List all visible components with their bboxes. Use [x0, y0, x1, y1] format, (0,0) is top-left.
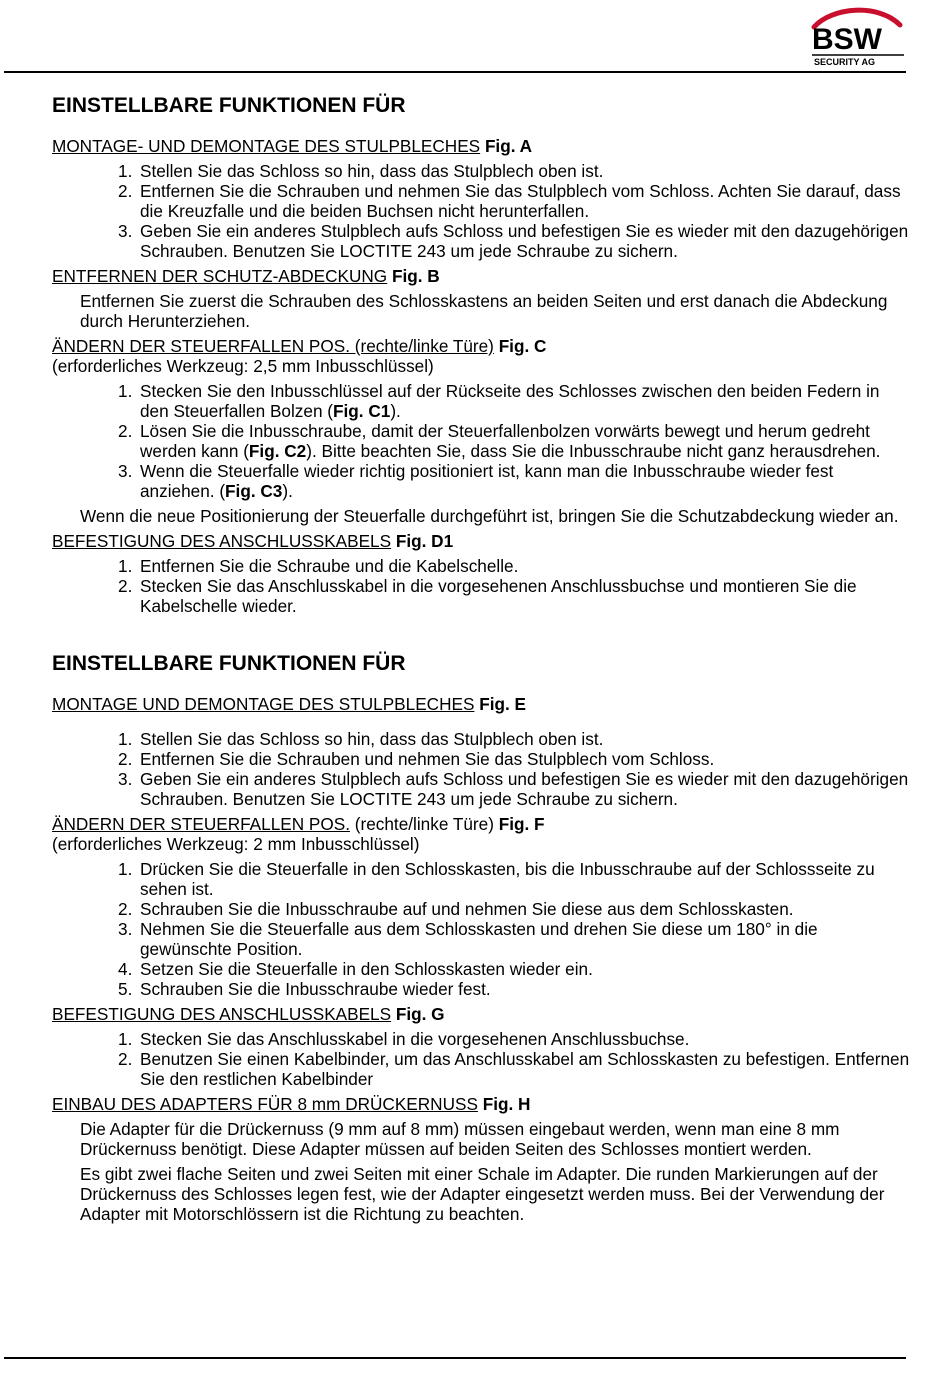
- list-item: Nehmen Sie die Steuerfalle aus dem Schlosskasten und drehen Sie diese um 180° in die gewünschte Position.: [140, 919, 818, 959]
- block-f: [52, 814, 912, 999]
- block-f-tool: (erforderliches Werkzeug: 2 mm Inbusschlüssel): [52, 834, 420, 854]
- block-e: [52, 694, 912, 809]
- block-c-list: [52, 381, 912, 501]
- block-h-title: EINBAU DES ADAPTERS FÜR 8 mm DRÜCKERNUSS Fig. H: [52, 1094, 531, 1114]
- block-h: [52, 1094, 912, 1224]
- list-item: Lösen Sie die Inbusschraube, damit der Steuerfallenbolzen vorwärts bewegt und herum gedreht werden kann (Fig. C2). Bitte beachten Sie, dass Sie die Inbusschraube nicht ganz herausdrehen.: [140, 421, 881, 461]
- list-item: Setzen Sie die Steuerfalle in den Schlosskasten wieder ein.: [140, 959, 593, 979]
- block-g: [52, 1004, 912, 1089]
- header-rule: [4, 71, 906, 73]
- block-d-list: [52, 556, 912, 616]
- list-item: Entfernen Sie die Schrauben und nehmen Sie das Stulpblech vom Schloss. Achten Sie darauf, dass die Kreuzfalle und die beiden Buchsen nicht herunterfallen.: [140, 181, 901, 221]
- list-item: Entfernen Sie die Schrauben und nehmen Sie das Stulpblech vom Schloss.: [140, 749, 715, 769]
- section-heading-2: EINSTELLBARE FUNKTIONEN FÜR: [52, 652, 406, 675]
- block-e-list: [52, 729, 912, 809]
- document-body: [52, 93, 912, 1229]
- block-b-title: ENTFERNEN DER SCHUTZ-ABDECKUNG Fig. B: [52, 266, 440, 286]
- block-b-text: Entfernen Sie zuerst die Schrauben des Schlosskastens an beiden Seiten und erst danach die Abdeckung durch Herunterziehen.: [80, 291, 888, 331]
- list-item: Stecken Sie den Inbusschlüssel auf der Rückseite des Schlosses zwischen den beiden Federn in den Steuerfallen Bolzen (Fig. C1).: [140, 381, 880, 421]
- block-g-list: [52, 1029, 912, 1089]
- list-item: Stecken Sie das Anschlusskabel in die vorgesehenen Anschlussbuchse.: [140, 1029, 690, 1049]
- list-item: Schrauben Sie die Inbusschraube wieder fest.: [140, 979, 491, 999]
- block-h-para-2: Es gibt zwei flache Seiten und zwei Seiten mit einer Schale im Adapter. Die runden Markierungen auf der Drückernuss des Schlosses legen fest, wie der Adapter eingesetzt werden muss. Bei der Verwendung der Adapter mit Motorschlössern ist die Richtung zu beachten.: [80, 1164, 885, 1224]
- list-item: Stellen Sie das Schloss so hin, dass das Stulpblech oben ist.: [140, 729, 604, 749]
- list-item: Geben Sie ein anderes Stulpblech aufs Schloss und befestigen Sie es wieder mit den dazugehörigen Schrauben. Benutzen Sie LOCTITE 243 um jede Schraube zu sichern.: [140, 769, 909, 809]
- block-c-tool: (erforderliches Werkzeug: 2,5 mm Inbusschlüssel): [52, 356, 434, 376]
- block-d-title: BEFESTIGUNG DES ANSCHLUSSKABELS Fig. D1: [52, 531, 454, 551]
- list-item: Drücken Sie die Steuerfalle in den Schlosskasten, bis die Inbusschraube auf der Schlossseite zu sehen ist.: [140, 859, 875, 899]
- list-item: Stecken Sie das Anschlusskabel in die vorgesehenen Anschlussbuchse und montieren Sie die Kabelschelle wieder.: [140, 576, 857, 616]
- block-a-title: MONTAGE- UND DEMONTAGE DES STULPBLECHES Fig. A: [52, 136, 533, 156]
- bsw-logo: [808, 5, 908, 67]
- footer-rule: [4, 1357, 906, 1359]
- block-a-list: [52, 161, 912, 261]
- list-item: Stellen Sie das Schloss so hin, dass das Stulpblech oben ist.: [140, 161, 604, 181]
- block-b: [52, 266, 912, 331]
- block-f-title: ÄNDERN DER STEUERFALLEN POS. (rechte/linke Türe) Fig. F: [52, 814, 545, 834]
- block-a: [52, 136, 912, 261]
- list-item: Wenn die Steuerfalle wieder richtig positioniert ist, kann man die Inbusschraube wieder fest anziehen. (Fig. C3).: [140, 461, 834, 501]
- block-e-title: MONTAGE UND DEMONTAGE DES STULPBLECHES Fig. E: [52, 694, 527, 714]
- bsw-logo-graphic: [808, 5, 908, 67]
- block-d: [52, 531, 912, 616]
- block-g-title: BEFESTIGUNG DES ANSCHLUSSKABELS Fig. G: [52, 1004, 445, 1024]
- section-heading-1: EINSTELLBARE FUNKTIONEN FÜR: [52, 94, 406, 117]
- list-item: Schrauben Sie die Inbusschraube auf und nehmen Sie diese aus dem Schlosskasten.: [140, 899, 794, 919]
- list-item: Entfernen Sie die Schraube und die Kabelschelle.: [140, 556, 519, 576]
- block-h-para-1: Die Adapter für die Drückernuss (9 mm auf 8 mm) müssen eingebaut werden, wenn man eine 8 mm Drückernuss benötigt. Diese Adapter müssen auf beiden Seiten des Schlosses montiert werden.: [80, 1119, 840, 1159]
- block-f-list: [52, 859, 912, 999]
- list-item: Benutzen Sie einen Kabelbinder, um das Anschlusskabel am Schlosskasten zu befestigen. Entfernen Sie den restlichen Kabelbinder: [140, 1049, 910, 1089]
- block-c-note: Wenn die neue Positionierung der Steuerfalle durchgeführt ist, bringen Sie die Schutzabdeckung wieder an.: [80, 506, 899, 526]
- logo-tagline: SECURITY AG: [814, 57, 876, 67]
- logo-wordmark: BSW: [812, 23, 882, 56]
- list-item: Geben Sie ein anderes Stulpblech aufs Schloss und befestigen Sie es wieder mit den dazugehörigen Schrauben. Benutzen Sie LOCTITE 243 um jede Schraube zu sichern.: [140, 221, 909, 261]
- block-c: [52, 336, 912, 526]
- block-c-title: ÄNDERN DER STEUERFALLEN POS. (rechte/linke Türe) Fig. C: [52, 336, 547, 356]
